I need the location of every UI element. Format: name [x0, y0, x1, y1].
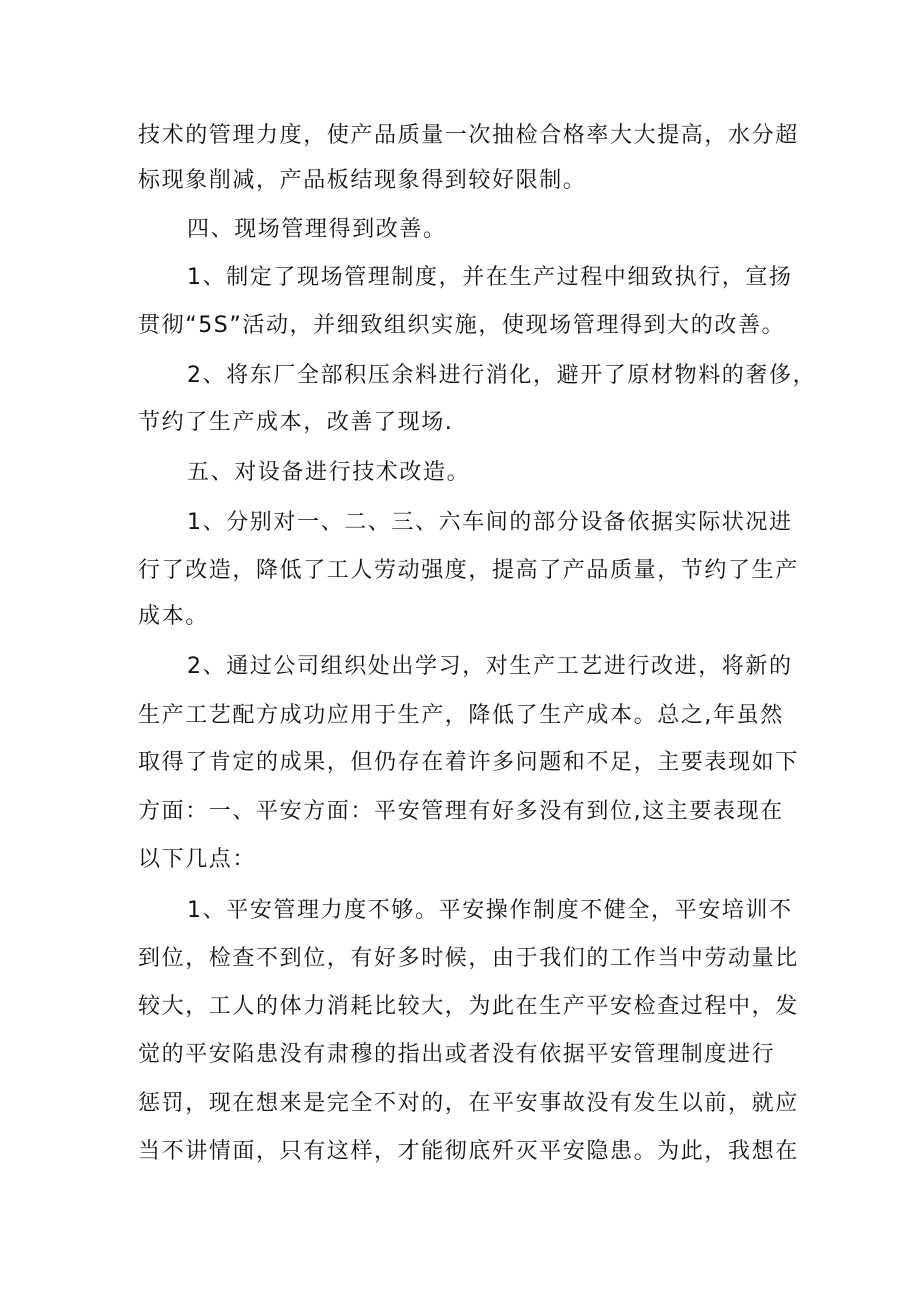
text-line: 行了改造，降低了工人劳动强度，提高了产品质量，节约了生产: [138, 558, 799, 583]
text-line: 较大，工人的体力消耗比较大，为此在生产平安检查过程中，发: [138, 994, 799, 1019]
text-line: 1、平安管理力度不够。平安操作制度不健全，平安培训不: [187, 898, 793, 923]
text-line: 2、通过公司组织处出学习，对生产工艺进行改进，将新的: [187, 654, 793, 679]
text-line: 节约了生产成本，改善了现场.: [138, 410, 454, 435]
text-line: 惩罚，现在想来是完全不对的，在平安事故没有发生以前，就应: [138, 1091, 799, 1116]
text-line: 生产工艺配方成功应用于生产，降低了生产成本。总之,年虽然: [138, 703, 784, 728]
text-line: 到位，检查不到位，有好多时候，由于我们的工作当中劳动量比: [138, 946, 799, 971]
text-line: 贯彻“5S”活动，并细致组织实施，使现场管理得到大的改善。: [138, 313, 786, 338]
text-line: 成本。: [138, 604, 209, 629]
text-line: 1、分别对一、二、三、六车间的部分设备依据实际状况进: [187, 510, 793, 535]
section-heading: 四、现场管理得到改善。: [187, 217, 447, 242]
text-line: 1、制定了现场管理制度，并在生产过程中细致执行，宣扬: [187, 265, 793, 290]
text-line: 方面：一、平安方面：平安管理有好多没有到位,这主要表现在: [138, 799, 784, 824]
section-heading: 五、对设备进行技术改造。: [187, 460, 471, 485]
text-line: 取得了肯定的成果，但仍存在着许多问题和不足，主要表现如下: [138, 750, 799, 775]
text-line: 标现象削减，产品板结现象得到较好限制。: [138, 168, 587, 193]
text-line: 2、将东厂全部积压余料进行消化，避开了原材物料的奢侈，: [187, 363, 817, 388]
text-line: 以下几点：: [138, 847, 257, 872]
text-line: 技术的管理力度，使产品质量一次抽检合格率大大提高，水分超: [138, 123, 799, 148]
text-line: 觉的平安陷患没有肃穆的指出或者没有依据平安管理制度进行: [138, 1042, 776, 1067]
text-line: 当不讲情面，只有这样，才能彻底歼灭平安隐患。为此，我想在: [138, 1139, 799, 1164]
